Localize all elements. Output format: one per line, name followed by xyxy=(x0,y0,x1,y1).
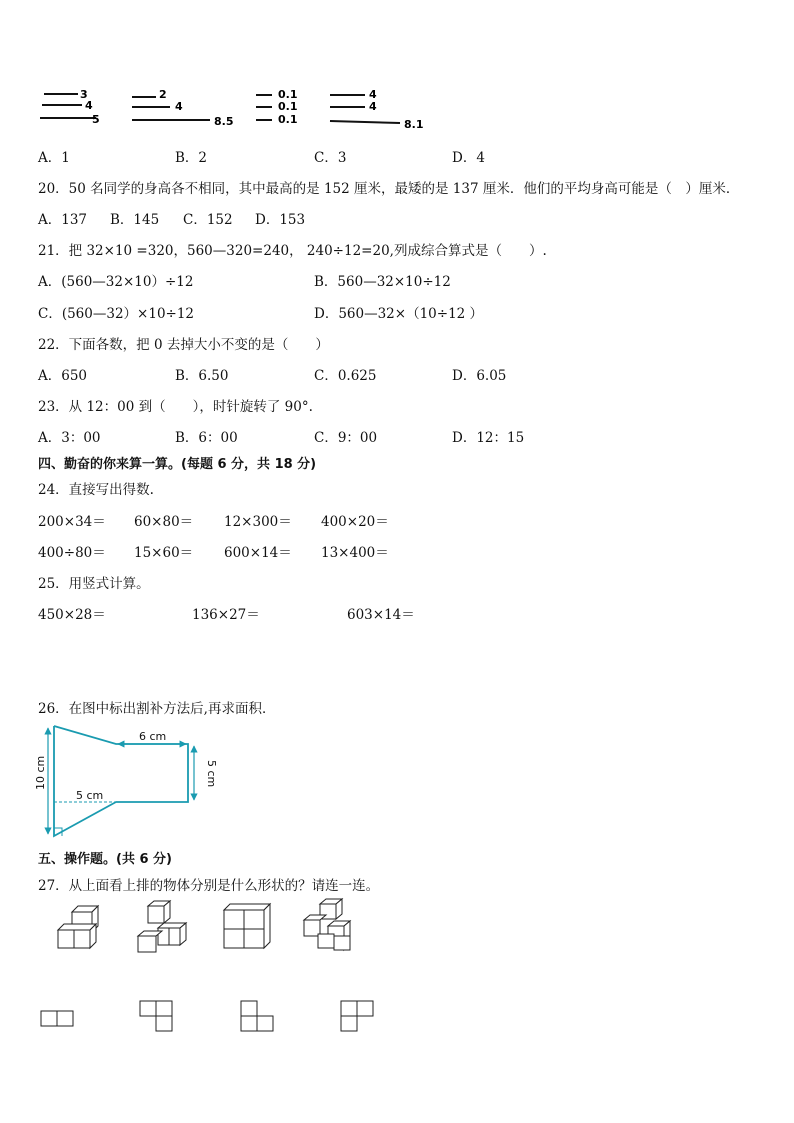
q20-stem: 20．50 名同学的身高各不相同，其中最高的是 152 厘米，最矮的是 137 厘米．他们的平均身高可能是（ ）厘米． xyxy=(38,181,740,197)
q26-label-top: 6 cm xyxy=(139,730,167,743)
q19-f2-l2: 4 xyxy=(175,100,183,113)
section-5-title: 五、操作题。(共 6 分) xyxy=(38,852,172,867)
q20-option-b[interactable]: B．145 xyxy=(110,212,160,228)
q27-stem: 27．从上面看上排的物体分别是什么形状的？请连一连。 xyxy=(38,878,380,894)
q21-stem: 21．把 32×10 =320，560—320=240， 240÷12=20,列成综合算式是（ ）. xyxy=(38,243,547,259)
q19-option-a[interactable]: A．1 xyxy=(38,150,70,166)
q19-f1-l1: 3 xyxy=(80,88,88,101)
q22-option-b[interactable]: B．6.50 xyxy=(175,368,229,384)
q19-f2-l1: 2 xyxy=(159,88,167,101)
q26-shape-outline xyxy=(54,726,188,836)
q19-option-b[interactable]: B．2 xyxy=(175,150,208,166)
q21-option-c[interactable]: C．(560—32）×10÷12 xyxy=(38,306,195,322)
q22-stem: 22．下面各数，把 0 去掉大小不变的是（ ） xyxy=(38,337,329,353)
q27-top-views xyxy=(38,998,388,1040)
q19-f4-l2: 4 xyxy=(369,100,377,113)
q27-view-2 xyxy=(140,1001,172,1031)
q24-stem: 24．直接写出得数. xyxy=(38,482,154,498)
q19-option-d[interactable]: D．4 xyxy=(452,150,485,166)
q19-figure-3 xyxy=(256,88,298,126)
q24-r2-3: 600×14＝ xyxy=(224,545,292,561)
q25-item-3: 603×14＝ xyxy=(347,607,415,623)
q26-label-left: 10 cm xyxy=(34,755,47,790)
q24-r2-2: 15×60＝ xyxy=(134,545,194,561)
q19-f4-l1: 4 xyxy=(369,88,377,101)
q21-option-d[interactable]: D．560—32×（10÷12 ） xyxy=(314,306,484,322)
q20-option-c[interactable]: C．152 xyxy=(183,212,233,228)
q23-stem: 23．从 12：00 到（ ），时针旋转了 90°. xyxy=(38,399,313,415)
q22-option-c[interactable]: C．0.625 xyxy=(314,368,377,384)
q24-r2-4: 13×400＝ xyxy=(321,545,389,561)
q24-r1-4: 400×20＝ xyxy=(321,514,389,530)
q26-stem: 26．在图中标出割补方法后,再求面积． xyxy=(38,701,276,717)
q25-stem: 25．用竖式计算。 xyxy=(38,576,150,592)
q27-object-1 xyxy=(58,906,98,948)
q27-view-3 xyxy=(241,1001,273,1031)
section-4-title: 四、勤奋的你来算一算。(每题 6 分，共 18 分) xyxy=(38,457,317,472)
q27-object-2 xyxy=(138,901,186,952)
q27-objects xyxy=(50,898,370,958)
q19-f3-l1: 0.1 xyxy=(278,88,298,101)
q23-option-b[interactable]: B．6：00 xyxy=(175,430,238,446)
q19-f3-l2: 0.1 xyxy=(278,100,298,113)
q19-figures xyxy=(38,84,438,134)
q27-object-4 xyxy=(304,899,350,950)
q19-f1-l3: 5 xyxy=(92,113,100,126)
q25-item-1: 450×28＝ xyxy=(38,607,106,623)
q23-option-d[interactable]: D．12：15 xyxy=(452,430,525,446)
q26-figure xyxy=(36,718,216,843)
q25-item-2: 136×27＝ xyxy=(192,607,260,623)
q24-r2-1: 400÷80＝ xyxy=(38,545,106,561)
q23-option-c[interactable]: C．9：00 xyxy=(314,430,378,446)
q22-option-a[interactable]: A．650 xyxy=(38,368,88,384)
q19-f1-l2: 4 xyxy=(85,99,93,112)
q27-view-1 xyxy=(41,1011,73,1026)
q20-option-d[interactable]: D．153 xyxy=(255,212,306,228)
q19-f3-l3: 0.1 xyxy=(278,113,298,126)
q23-option-a[interactable]: A．3：00 xyxy=(38,430,101,446)
q26-label-right: 5 cm xyxy=(205,760,218,788)
q19-figure-2 xyxy=(132,88,234,128)
q19-f4-l3: 8.1 xyxy=(404,118,424,131)
q20-option-a[interactable]: A．137 xyxy=(38,212,88,228)
q26-label-bottom: 5 cm xyxy=(76,789,104,802)
q24-r1-1: 200×34＝ xyxy=(38,514,106,530)
q19-figure-4 xyxy=(330,88,424,131)
q27-object-3 xyxy=(224,904,270,948)
q21-option-b[interactable]: B．560—32×10÷12 xyxy=(314,274,451,290)
q24-r1-3: 12×300＝ xyxy=(224,514,292,530)
q21-option-a[interactable]: A．(560—32×10）÷12 xyxy=(38,274,194,290)
q24-r1-2: 60×80＝ xyxy=(134,514,194,530)
q19-f2-l3: 8.5 xyxy=(214,115,234,128)
q19-figure-1 xyxy=(40,88,100,126)
q27-view-4 xyxy=(341,1001,373,1031)
q22-option-d[interactable]: D．6.05 xyxy=(452,368,507,384)
q19-option-c[interactable]: C．3 xyxy=(314,150,347,166)
